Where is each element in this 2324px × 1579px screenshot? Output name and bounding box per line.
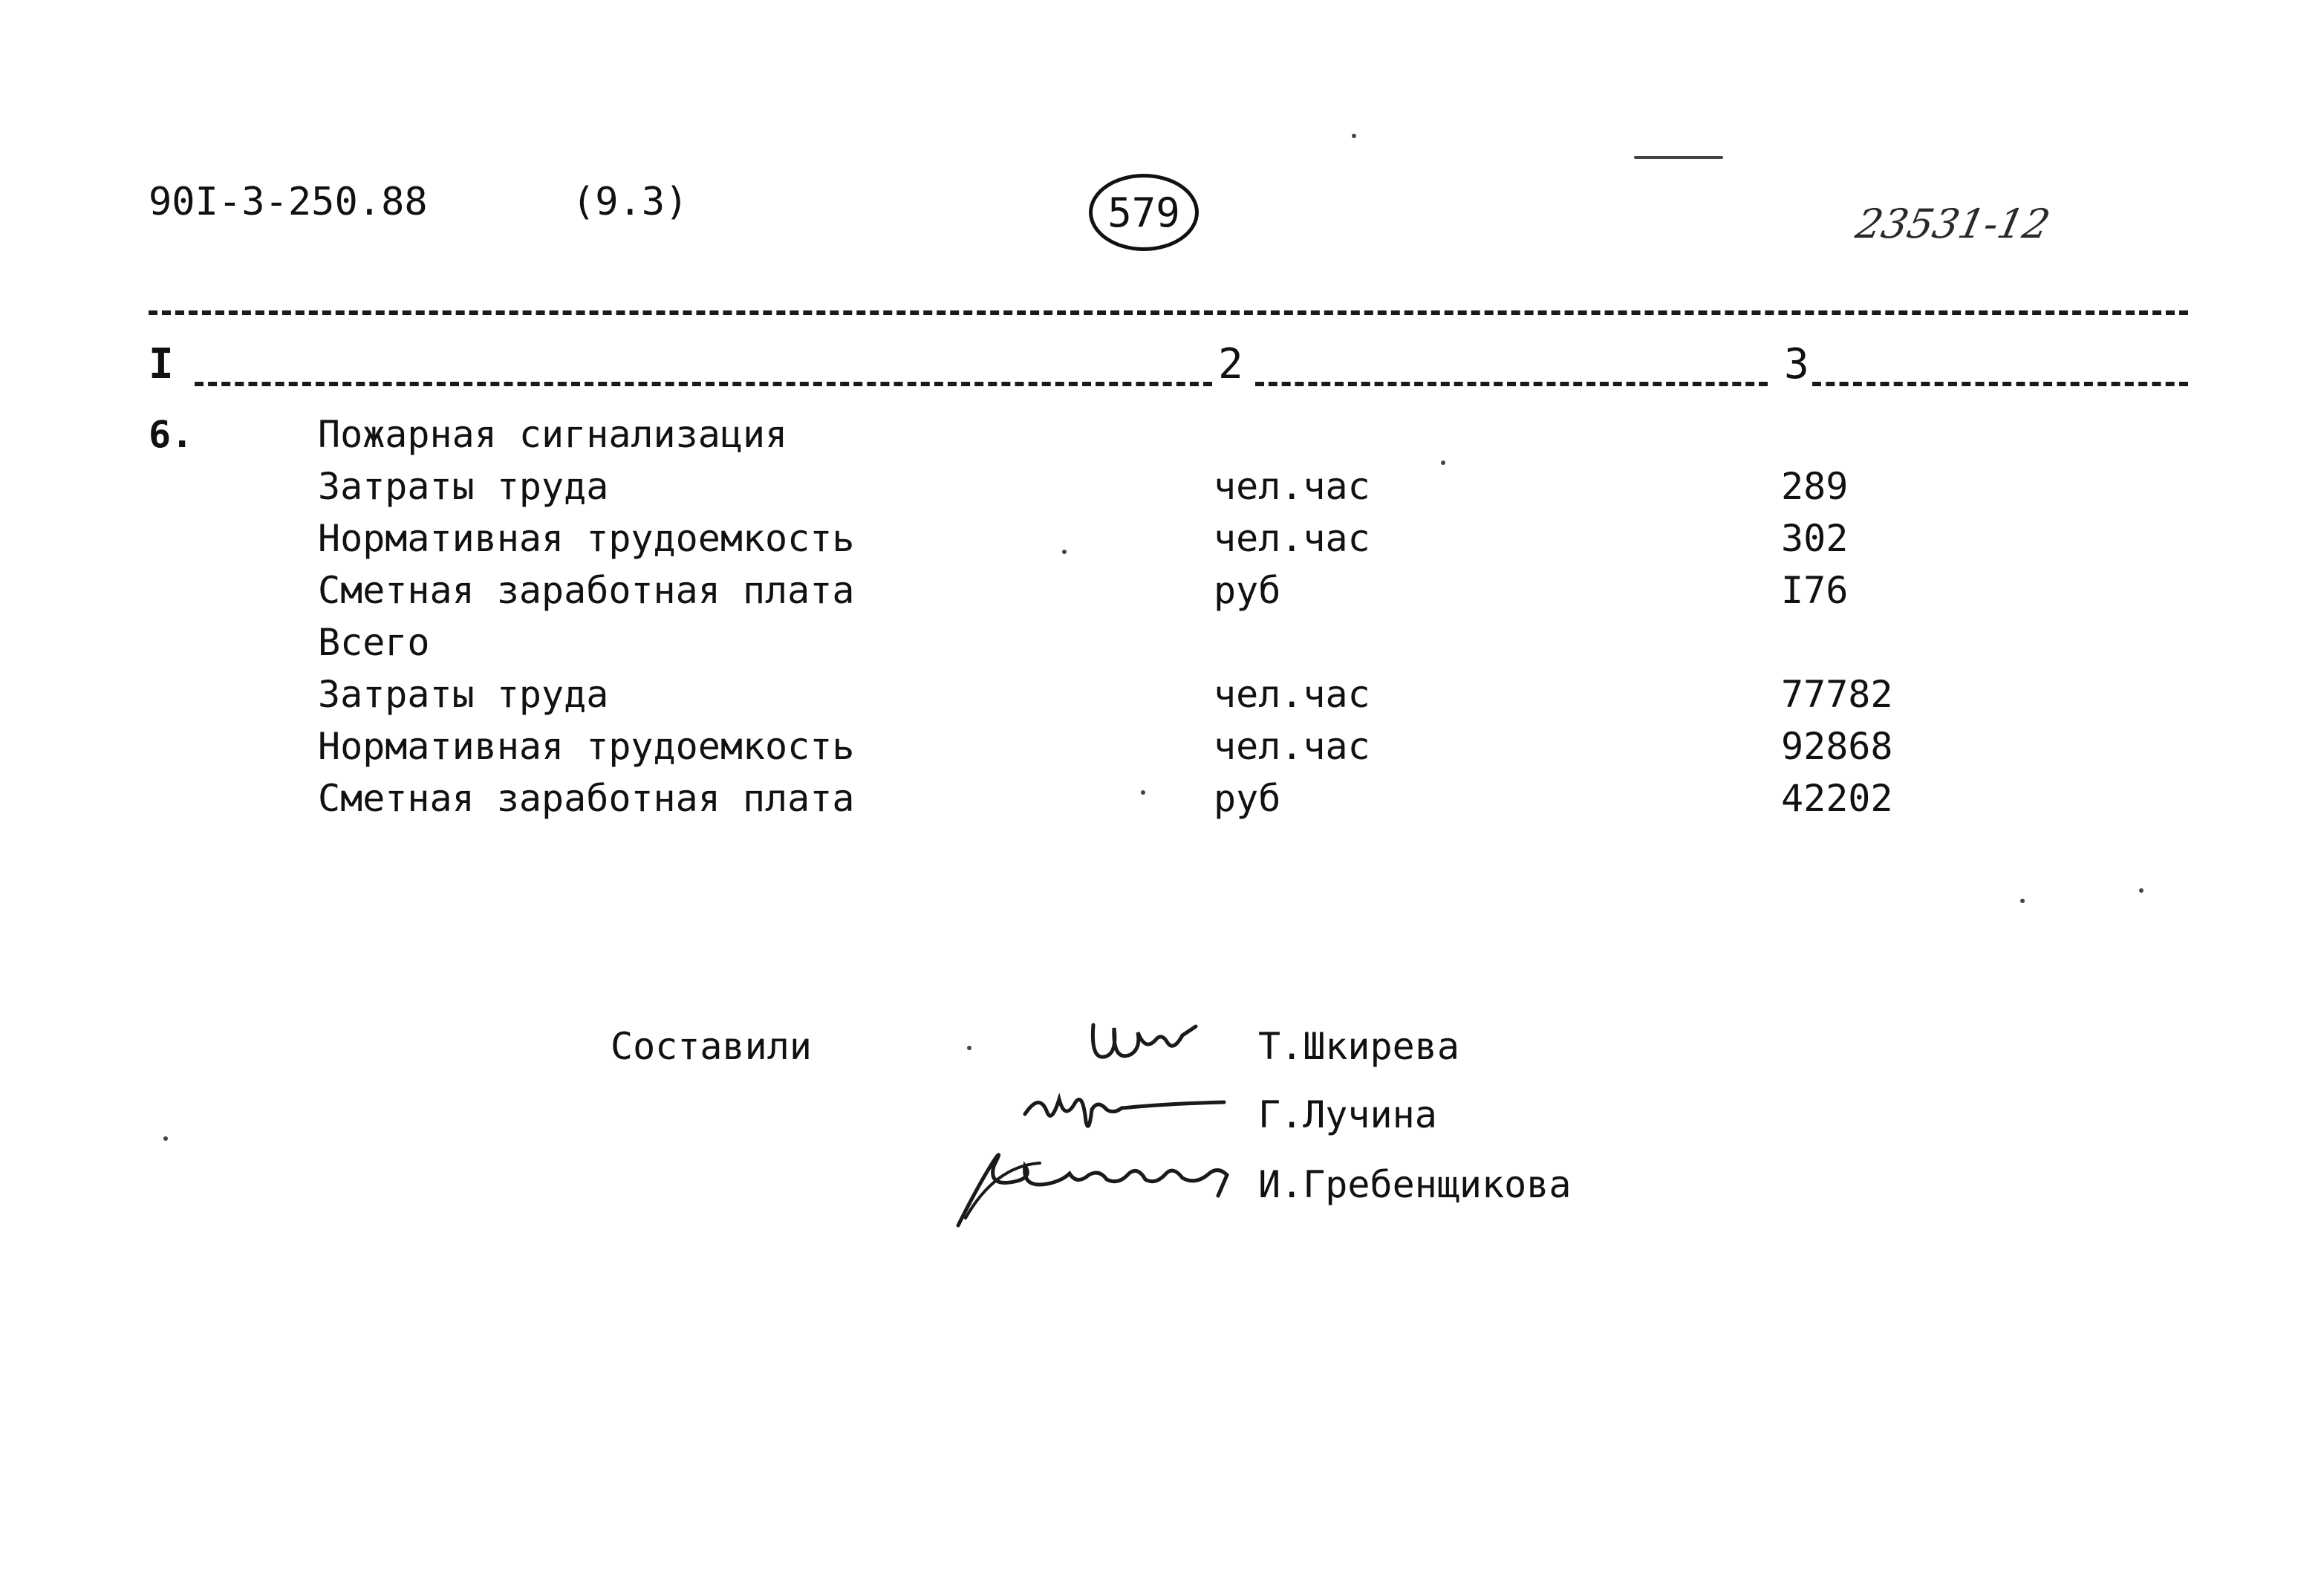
compiler-name-1: Т.Шкирева bbox=[1258, 1025, 1459, 1068]
section-number: (9.3) bbox=[572, 180, 689, 224]
row-value: I76 bbox=[1781, 569, 1849, 612]
row-value: 77782 bbox=[1781, 673, 1893, 716]
column-header-2: 2 bbox=[1218, 340, 1243, 388]
row-number: 6. bbox=[149, 413, 194, 456]
column-dashed-rule-1 bbox=[195, 382, 1212, 386]
page-number: 579 bbox=[1107, 189, 1180, 236]
compiler-name-3: И.Гребенщикова bbox=[1258, 1163, 1572, 1206]
compiler-name-2: Г.Лучина bbox=[1258, 1093, 1437, 1136]
row-value: 302 bbox=[1781, 517, 1849, 560]
row-value: 92868 bbox=[1781, 725, 1893, 768]
row-name: Затраты труда bbox=[318, 465, 609, 508]
row-name: Сметная заработная плата bbox=[318, 777, 855, 820]
row-unit: чел.час bbox=[1214, 517, 1370, 560]
row-value: 42202 bbox=[1781, 777, 1893, 820]
signature-grebenshchikova bbox=[951, 1136, 1240, 1233]
column-dashed-rule-3 bbox=[1812, 382, 2188, 386]
row-unit: чел.час bbox=[1214, 673, 1370, 716]
row-name: Сметная заработная плата bbox=[318, 569, 855, 612]
row-value: 289 bbox=[1781, 465, 1849, 508]
row-unit: чел.час bbox=[1214, 465, 1370, 508]
compilers-label: Составили bbox=[611, 1025, 812, 1068]
row-name: Затраты труда bbox=[318, 673, 609, 716]
row-name: Всего bbox=[318, 621, 430, 664]
row-name: Нормативная трудоемкость bbox=[318, 517, 855, 560]
row-unit: чел.час bbox=[1214, 725, 1370, 768]
signature-luchina bbox=[1018, 1077, 1233, 1136]
row-name: Пожарная сигнализация bbox=[318, 413, 788, 456]
column-header-1: I bbox=[149, 340, 174, 388]
column-header-3: 3 bbox=[1784, 340, 1809, 388]
row-unit: руб bbox=[1214, 569, 1281, 612]
row-name: Нормативная трудоемкость bbox=[318, 725, 855, 768]
top-dashed-rule bbox=[149, 310, 2188, 315]
column-dashed-rule-2 bbox=[1255, 382, 1768, 386]
document-code: 90I-3-250.88 bbox=[149, 180, 428, 224]
page-number-stamp bbox=[1089, 174, 1199, 251]
signature-shkireva bbox=[1084, 1010, 1211, 1077]
row-unit: руб bbox=[1214, 777, 1281, 820]
inventory-number: 23531-12 bbox=[1852, 201, 2054, 247]
